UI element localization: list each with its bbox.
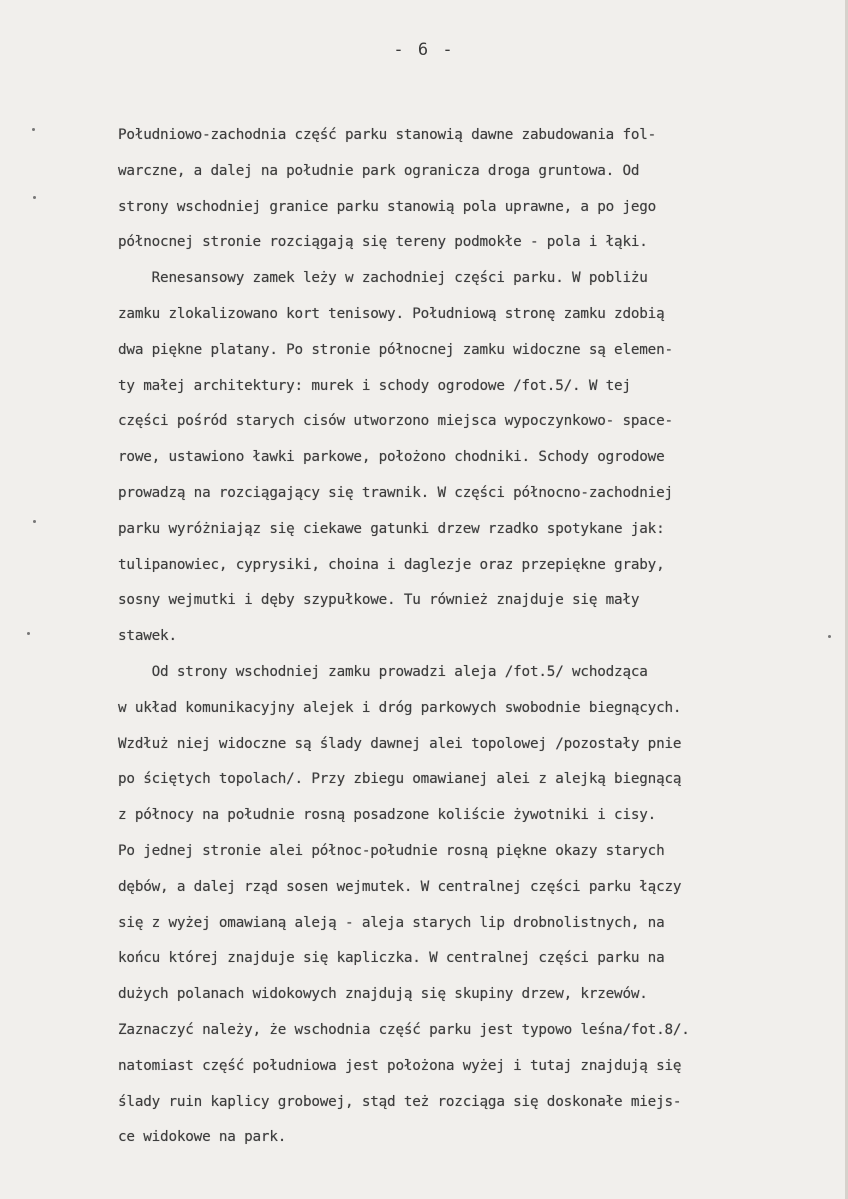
text-line: części pośród starych cisów utworzono miejsca wypoczynkowo- space- xyxy=(118,413,673,430)
text-line: Od strony wschodniej zamku prowadzi aleja /fot.5/ wchodząca xyxy=(118,663,648,680)
text-line: z północy na południe rosną posadzone koliście żywotniki i cisy. xyxy=(118,807,657,824)
text-line: ce widokowe na park. xyxy=(118,1129,287,1146)
text-line: zamku zlokalizowano kort tenisowy. Południową stronę zamku zdobią xyxy=(118,305,665,322)
text-line: stawek. xyxy=(118,628,177,645)
margin-speck xyxy=(33,196,36,199)
text-line: natomiast część południowa jest położona wyżej i tutaj znajdują się xyxy=(118,1057,682,1074)
text-line: północnej stronie rozciągają się tereny podmokłe - pola i łąki. xyxy=(118,234,648,251)
text-line: Południowo-zachodnia część parku stanowią dawne zabudowania fol- xyxy=(118,127,657,143)
text-line: parku wyróżniająz się ciekawe gatunki drzew rzadko spotykane jak: xyxy=(118,520,665,537)
text-line: sosny wejmutki i dęby szypułkowe. Tu również znajduje się mały xyxy=(118,592,640,609)
body-text xyxy=(118,118,818,1156)
text-line: ślady ruin kaplicy grobowej, stąd też rozciąga się doskonałe miejs- xyxy=(118,1093,682,1110)
text-line: Renesansowy zamek leży w zachodniej części parku. W pobliżu xyxy=(118,270,648,287)
page-number: - 6 - xyxy=(393,40,455,60)
text-line: po ściętych topolach/. Przy zbiegu omawianej alei z alejką biegnącą xyxy=(118,771,682,788)
text-line: w układ komunikacyjny alejek i dróg parkowych swobodnie biegnących. xyxy=(118,699,682,716)
text-line: dwa piękne platany. Po stronie północnej zamku widoczne są elemen- xyxy=(118,341,673,358)
margin-speck xyxy=(828,635,831,638)
text-line: dużych polanach widokowych znajdują się skupiny drzew, krzewów. xyxy=(118,986,648,1003)
text-line: Wzdłuż niej widoczne są ślady dawnej alei topolowej /pozostały pnie xyxy=(118,735,682,752)
margin-speck xyxy=(33,520,36,523)
text-line: końcu której znajduje się kapliczka. W centralnej części parku na xyxy=(118,950,665,967)
text-line: strony wschodniej granice parku stanowią pola uprawne, a po jego xyxy=(118,198,657,215)
text-line: dębów, a dalej rząd sosen wejmutek. W centralnej części parku łączy xyxy=(118,878,682,895)
margin-speck xyxy=(27,632,30,635)
text-line: Zaznaczyć należy, że wschodnia część parku jest typowo leśna/fot.8/. xyxy=(118,1021,690,1038)
text-line: tulipanowiec, cyprysiki, choina i daglezje oraz przepiękne graby, xyxy=(118,556,665,573)
text-line: rowe, ustawiono ławki parkowe, położono chodniki. Schody ogrodowe xyxy=(118,449,665,466)
text-line: się z wyżej omawianą aleją - aleja starych lip drobnolistnych, na xyxy=(118,914,665,931)
text-line: ty małej architektury: murek i schody ogrodowe /fot.5/. W tej xyxy=(118,377,631,394)
margin-speck xyxy=(32,128,35,131)
text-line: warczne, a dalej na południe park ogranicza droga gruntowa. Od xyxy=(118,162,640,179)
text-line: Po jednej stronie alei północ-południe rosną piękne okazy starych xyxy=(118,842,665,859)
text-line: prowadzą na rozciągający się trawnik. W części północno-zachodniej xyxy=(118,484,673,501)
